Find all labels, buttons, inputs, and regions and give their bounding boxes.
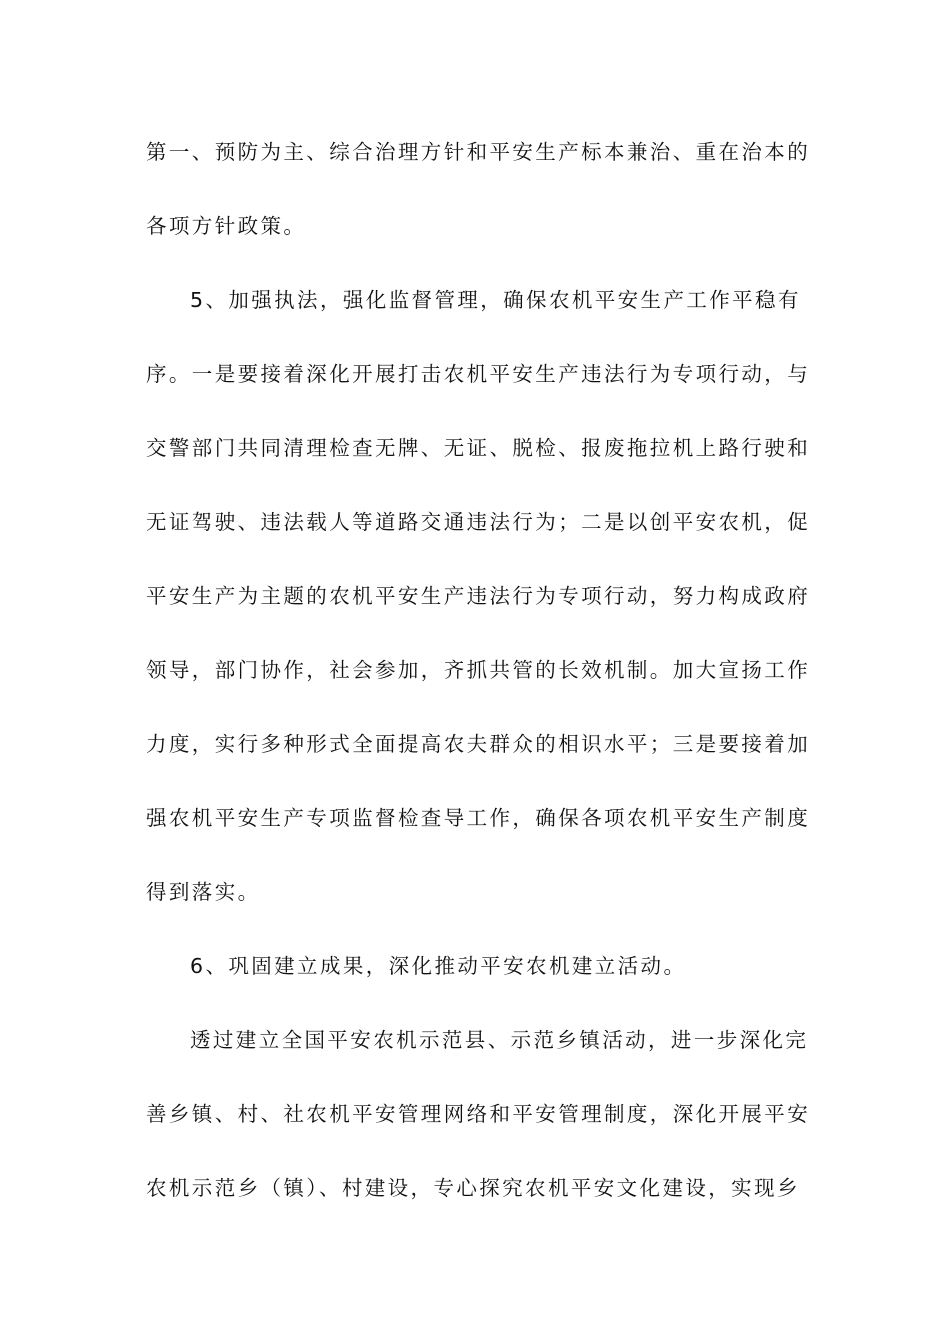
text-line: 序。一是要接着深化开展打击农机平安生产违法行为专项行动，与 bbox=[146, 362, 811, 386]
text-line: 强农机平安生产专项监督检查导工作，确保各项农机平安生产制度 bbox=[146, 806, 811, 830]
document-body bbox=[146, 128, 811, 1238]
text-line: 力度，实行多种形式全面提高农夫群众的相识水平；三是要接着加 bbox=[146, 732, 811, 756]
text-line: 农机示范乡（镇）、村建设，专心探究农机平安文化建设，实现乡 bbox=[146, 1176, 800, 1200]
text-line: 交警部门共同清理检查无牌、无证、脱检、报废拖拉机上路行驶和 bbox=[146, 436, 811, 460]
text-line: 无证驾驶、违法载人等道路交通违法行为；二是以创平安农机，促 bbox=[146, 510, 811, 534]
text-line: 得到落实。 bbox=[146, 880, 261, 904]
text-line: 善乡镇、村、社农机平安管理网络和平安管理制度，深化开展平安 bbox=[146, 1102, 811, 1126]
text-line: 5、加强执法，强化监督管理，确保农机平安生产工作平稳有 bbox=[190, 288, 801, 312]
text-line: 6、巩固建立成果，深化推动平安农机建立活动。 bbox=[190, 954, 687, 978]
text-line: 领导，部门协作，社会参加，齐抓共管的长效机制。加大宣扬工作 bbox=[146, 658, 811, 682]
text-line: 各项方针政策。 bbox=[146, 214, 307, 238]
text-line: 第一、预防为主、综合治理方针和平安生产标本兼治、重在治本的 bbox=[146, 140, 811, 164]
text-line: 平安生产为主题的农机平安生产违法行为专项行动，努力构成政府 bbox=[146, 584, 811, 608]
text-line: 透过建立全国平安农机示范县、示范乡镇活动，进一步深化完 bbox=[190, 1028, 809, 1052]
